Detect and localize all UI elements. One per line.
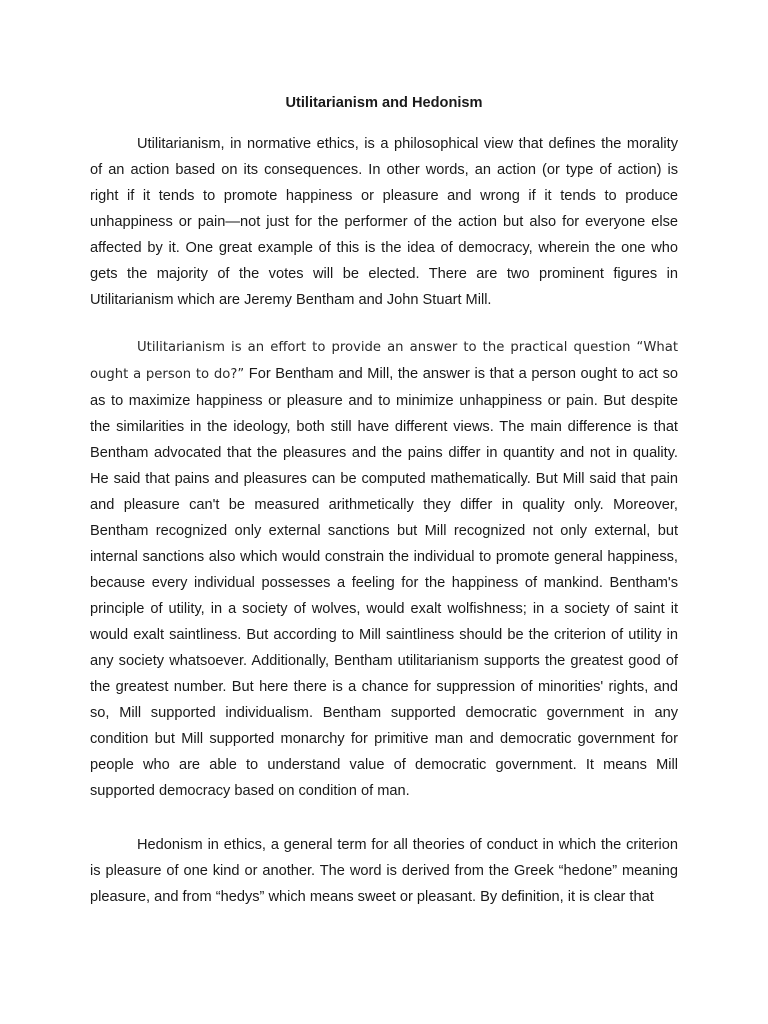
paragraph-text: Utilitarianism, in normative ethics, is a philosophical view that defines the morality of an action based on its consequences. In other words, an action (or type of action) is right if it tends to promote happiness or pleasure and wrong if it tends to produce unhappiness or pain—not just for the performer of the action but also for everyone else affected by it. One great example of this is the idea of democracy, wherein the one who gets the majority of the votes will be elected. There are two prominent figures in Utilitarianism which are Jeremy Bentham and John Stuart Mill.: [90, 136, 678, 308]
document-title: Utilitarianism and Hedonism: [285, 95, 483, 111]
paragraph-text: For Bentham and Mill, the answer is that a person ought to act so as to maximize happiness or pleasure and to minimize unhappiness or pain. But despite the similarities in the ideology, both still have different views. The main difference is that Bentham advocated that the pleasures and the pains differ in quantity and not in quality. He said that pains and pleasures can be computed mathematically. But Mill said that pain and pleasure can't be measured arithmetically they differ in quality only. Moreover, Bentham recognized only external sanctions but Mill recognized not only external, but internal sanctions also which would constrain the individual to promote general happiness, because every individual possesses a feeling for the happiness of mankind. Bentham's principle of utility, in a society of wolves, would exalt wolfishness; in a society of saint it would exalt saintliness. But according to Mill saintliness should be the criterion of utility in any society whatsoever. Additionally, Bentham utilitarianism supports the greatest good of the greatest number. But here there is a chance for suppression of minorities' rights, and so, Mill supported individualism. Bentham supported democratic government in any condition but Mill supported monarchy for primitive man and democratic government for people who are able to understand value of democratic government. It means Mill supported democracy based on condition of man.: [90, 366, 678, 799]
paragraph-bentham-mill: [90, 334, 678, 804]
paragraph-text: Hedonism in ethics, a general term for all theories of conduct in which the criterion is pleasure of one kind or another. The word is derived from the Greek “hedone” meaning pleasure, and from “hedys” which means sweet or pleasant. By definition, it is clear that: [90, 837, 678, 905]
paragraph-lead-quote: Utilitarianism is an effort to provide an answer to the practical question “What ought a person to do?”: [90, 340, 678, 382]
paragraph-hedonism: [90, 832, 678, 910]
paragraph-utilitarianism-intro: [90, 131, 678, 313]
